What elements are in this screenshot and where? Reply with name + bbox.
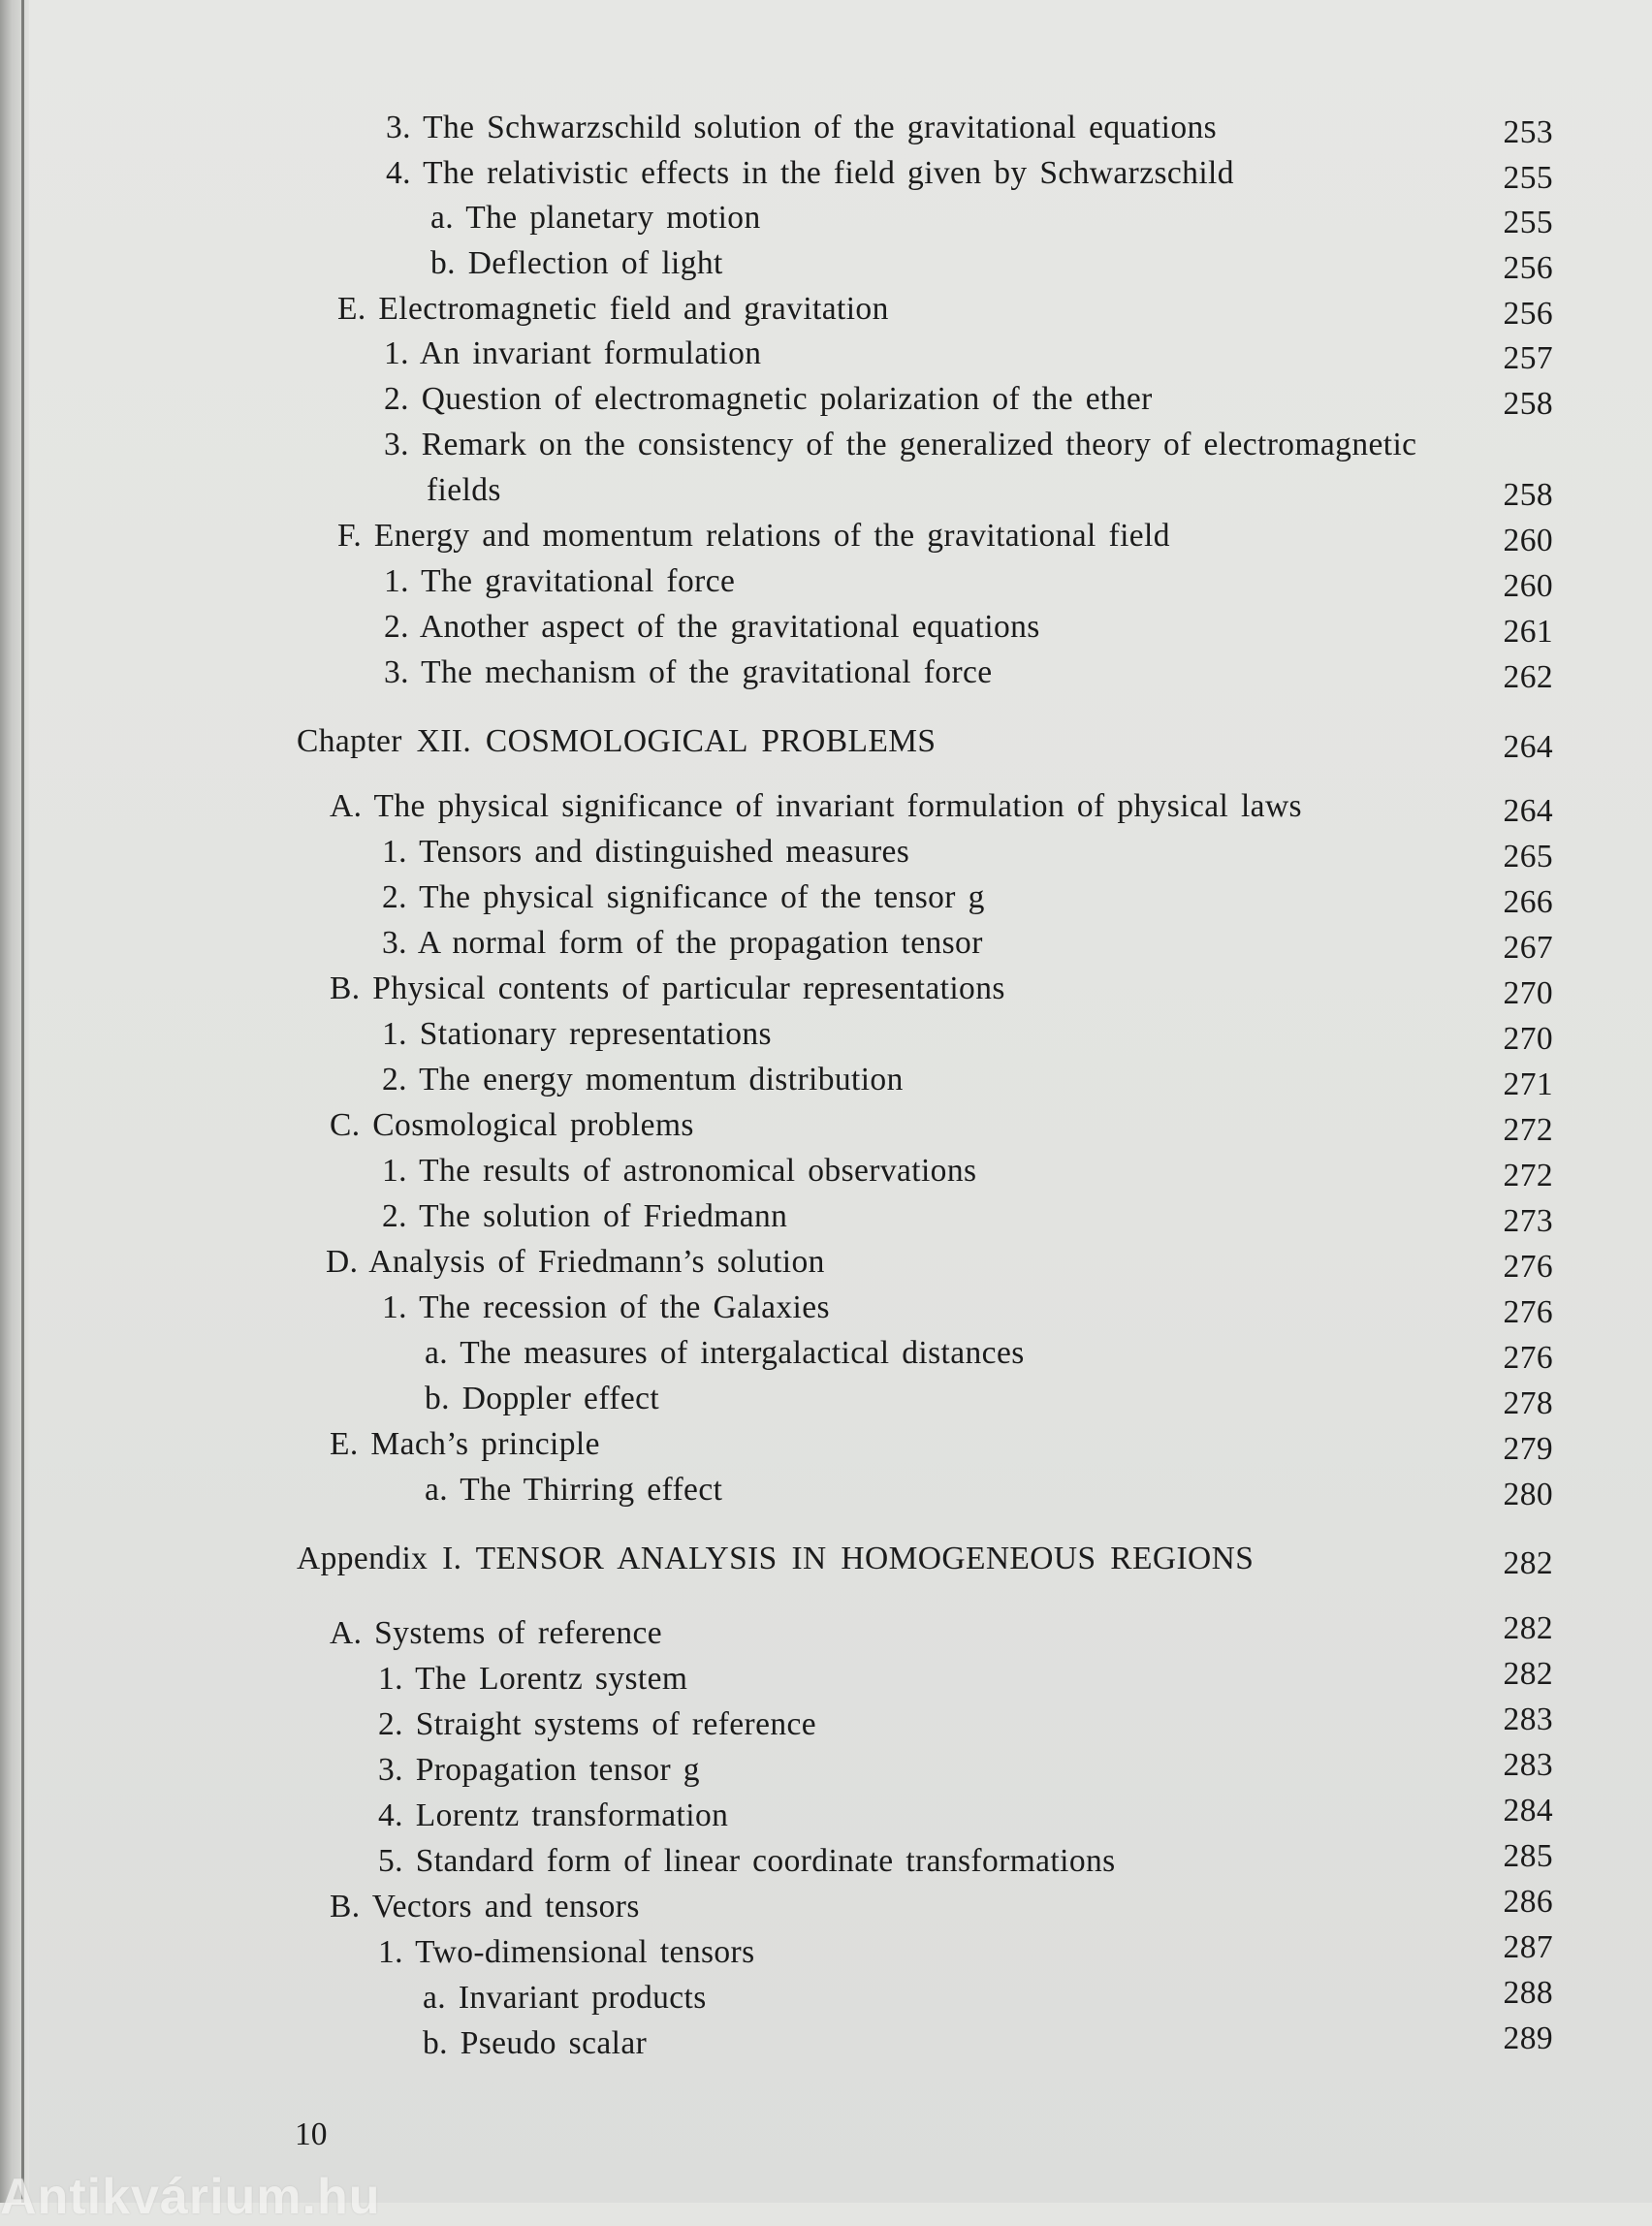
toc-section-machs-principle: E. Mach’s principle — [330, 1426, 600, 1462]
toc-page-number: 276 — [1503, 1340, 1553, 1376]
toc-entry-lorentz-transformation: 4. Lorentz transformation — [378, 1797, 729, 1833]
toc-entry-gravitational-mechanism: 3. The mechanism of the gravitational force — [384, 654, 993, 690]
toc-entry-propagation-tensor: 3. Propagation tensor g — [378, 1752, 700, 1788]
toc-page-number: 276 — [1503, 1249, 1553, 1285]
toc-entry-stationary-representations: 1. Stationary representations — [382, 1016, 772, 1052]
toc-entry-invariant-formulation: 1. An invariant formulation — [384, 335, 762, 371]
toc-page-number: 272 — [1503, 1158, 1553, 1193]
toc-section-systems-of-reference: A. Systems of reference — [330, 1615, 663, 1651]
toc-page-number: 286 — [1503, 1884, 1553, 1920]
toc-page-number: 258 — [1503, 477, 1553, 513]
toc-page-number: 283 — [1503, 1701, 1553, 1737]
toc-page-number: 289 — [1503, 2020, 1553, 2056]
toc-page-number: 285 — [1503, 1838, 1553, 1874]
toc-entry-consistency-remark-continued: fields — [427, 472, 501, 508]
toc-entry-gravitational-force: 1. The gravitational force — [384, 563, 736, 599]
toc-page-number: 256 — [1503, 296, 1553, 332]
toc-page-number: 265 — [1503, 839, 1553, 874]
toc-page-number: 276 — [1503, 1294, 1553, 1330]
page-binding-line — [21, 0, 24, 2203]
toc-page-number: 278 — [1503, 1385, 1553, 1421]
toc-entry-friedmann-solution: 2. The solution of Friedmann — [382, 1198, 788, 1234]
toc-page-number: 262 — [1503, 659, 1553, 695]
toc-entry-normal-form: 3. A normal form of the propagation tensor — [382, 925, 983, 961]
toc-entry-astronomical-observations: 1. The results of astronomical observations — [382, 1153, 977, 1189]
toc-page-number: 256 — [1503, 250, 1553, 286]
page-folio-number: 10 — [295, 2116, 328, 2152]
toc-page-number: 279 — [1503, 1431, 1553, 1467]
toc-page-number: 280 — [1503, 1477, 1553, 1512]
toc-section-physical-contents: B. Physical contents of particular representations — [330, 970, 1005, 1006]
toc-page-number: 253 — [1503, 114, 1553, 150]
toc-page-number: 257 — [1503, 340, 1553, 376]
toc-page-number: 282 — [1503, 1545, 1553, 1581]
toc-section-energy-momentum: F. Energy and momentum relations of the gravitational field — [337, 518, 1170, 554]
toc-page-number: 266 — [1503, 884, 1553, 920]
toc-page-number: 260 — [1503, 568, 1553, 604]
toc-section-cosmological-problems: C. Cosmological problems — [330, 1107, 694, 1143]
toc-page-number: 261 — [1503, 614, 1553, 650]
toc-page-number: 270 — [1503, 975, 1553, 1011]
toc-entry-schwarzschild-solution: 3. The Schwarzschild solution of the gravitational equations — [386, 110, 1218, 145]
toc-page-number: 264 — [1503, 729, 1553, 765]
toc-entry-galaxies-recession: 1. The recession of the Galaxies — [382, 1289, 830, 1325]
toc-page-number: 260 — [1503, 523, 1553, 558]
toc-page-number: 264 — [1503, 793, 1553, 829]
toc-page-number: 284 — [1503, 1793, 1553, 1828]
toc-page-number: 282 — [1503, 1656, 1553, 1692]
toc-chapter-xii-heading: Chapter XII. COSMOLOGICAL PROBLEMS — [297, 723, 937, 759]
toc-entry-standard-form: 5. Standard form of linear coordinate transformations — [378, 1843, 1116, 1879]
toc-entry-doppler-effect: b. Doppler effect — [425, 1381, 660, 1416]
toc-section-electromagnetic-field: E. Electromagnetic field and gravitation — [337, 291, 889, 327]
toc-page-number: 270 — [1503, 1021, 1553, 1057]
toc-page-number: 288 — [1503, 1975, 1553, 2011]
toc-entry-tensors-measures: 1. Tensors and distinguished measures — [382, 834, 910, 870]
toc-page-number: 267 — [1503, 930, 1553, 966]
toc-entry-two-dimensional-tensors: 1. Two-dimensional tensors — [378, 1934, 755, 1970]
toc-page-number: 273 — [1503, 1203, 1553, 1239]
toc-section-friedmann-analysis: D. Analysis of Friedmann’s solution — [326, 1244, 825, 1280]
toc-page-number: 271 — [1503, 1066, 1553, 1102]
toc-page-number: 258 — [1503, 386, 1553, 422]
toc-entry-tensor-significance: 2. The physical significance of the tensor g — [382, 879, 985, 915]
toc-section-vectors-tensors: B. Vectors and tensors — [330, 1889, 640, 1924]
toc-entry-intergalactical-distances: a. The measures of intergalactical distances — [425, 1335, 1025, 1371]
toc-page-number: 287 — [1503, 1929, 1553, 1965]
toc-page-number: 272 — [1503, 1112, 1553, 1148]
toc-entry-lorentz-system: 1. The Lorentz system — [378, 1661, 688, 1697]
toc-entry-invariant-products: a. Invariant products — [423, 1980, 707, 2016]
toc-entry-thirring-effect: a. The Thirring effect — [425, 1472, 723, 1508]
toc-entry-straight-systems: 2. Straight systems of reference — [378, 1706, 817, 1742]
page-binding-edge — [0, 0, 29, 2203]
toc-entry-energy-momentum-distribution: 2. The energy momentum distribution — [382, 1062, 904, 1097]
toc-page-number: 282 — [1503, 1610, 1553, 1646]
toc-entry-relativistic-effects: 4. The relativistic effects in the field given by Schwarzschild — [386, 155, 1234, 191]
toc-entry-another-aspect: 2. Another aspect of the gravitational equations — [384, 609, 1040, 645]
toc-entry-consistency-remark: 3. Remark on the consistency of the generalized theory of electromagnetic — [384, 427, 1417, 462]
toc-entry-electromagnetic-polarization: 2. Question of electromagnetic polarization of the ether — [384, 381, 1153, 417]
toc-page-number: 255 — [1503, 205, 1553, 240]
watermark-logo: Antikvárium.hu — [0, 2169, 381, 2225]
toc-appendix-i-heading: Appendix I. TENSOR ANALYSIS IN HOMOGENEOUS REGIONS — [297, 1541, 1255, 1576]
toc-entry-pseudo-scalar: b. Pseudo scalar — [423, 2025, 648, 2061]
toc-section-physical-significance: A. The physical significance of invariant formulation of physical laws — [330, 788, 1302, 824]
toc-entry-planetary-motion: a. The planetary motion — [430, 200, 761, 236]
toc-page-number: 255 — [1503, 160, 1553, 196]
toc-entry-deflection-of-light: b. Deflection of light — [430, 245, 723, 281]
toc-page-number: 283 — [1503, 1747, 1553, 1783]
